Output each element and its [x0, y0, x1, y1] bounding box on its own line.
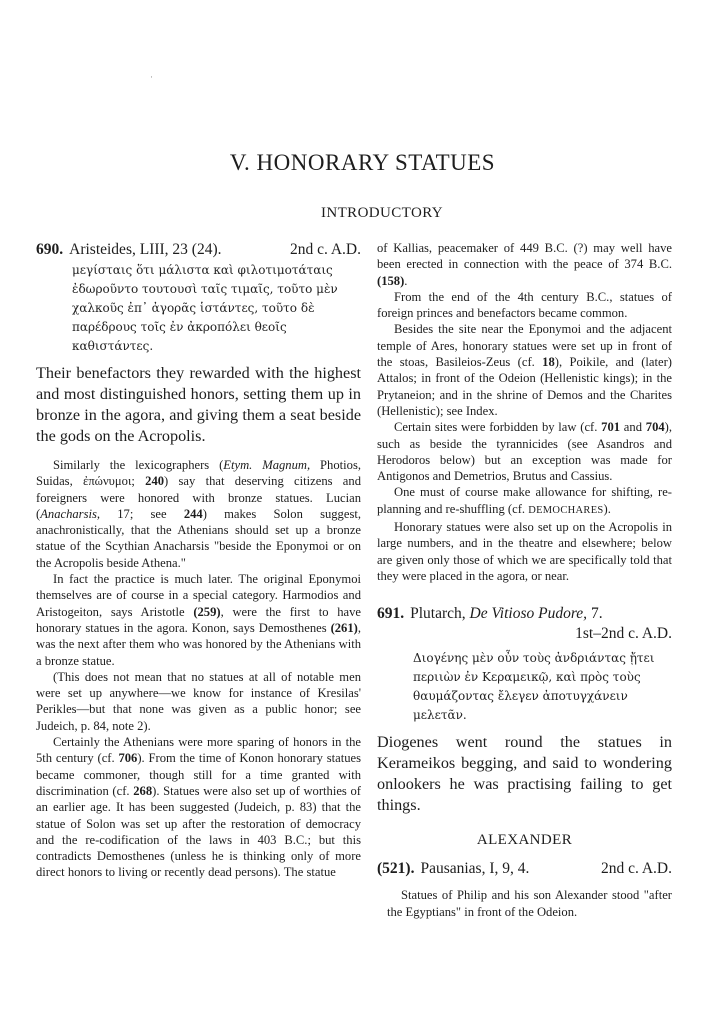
entry-source: Aristeides, LIII, 23 (24). [69, 241, 222, 258]
entry-date: 1st–2nd c. A.D. [575, 625, 672, 643]
commentary-paragraph: Certain sites were forbidden by law (cf. 701 and 704), such as beside the tyrannicides (see Asandros and Herodoros below) but an exception was made for Antigonos and Demetrios, Brutus and Cassius. [377, 420, 672, 484]
commentary-paragraph: In fact the practice is much later. The original Eponymoi themselves are of course in a special category. Harmodios and Aristogeiton, says Aristotle (259), were the first to have honorary statues in the agora. Konon, says Demosthenes (261), was the next after them who was honored by the Athenians with a bronze statue. [36, 572, 361, 668]
entry-number: 690. [36, 241, 64, 258]
commentary-paragraph: of Kallias, peacemaker of 449 B.C. (?) may well have been erected in connection with the peace of 374 B.C. (158). [377, 241, 672, 288]
chapter-title: V. HONORARY STATUES [229, 150, 496, 175]
entry-source: Pausanias, I, 9, 4. [420, 860, 530, 878]
commentary-paragraph: Similarly the lexicographers (Etym. Magnum, Photios, Suidas, ἐπώνυμοι; 240) say that deserving citizens and foreigners were honored with bronze statues. Lucian (Anacharsis, 17; see 244) makes Solon suggest, anachronistically, that the Athenians should set up a bronze statue of the Scythian Anacharsis "beside the Eponymoi or on the Acropolis beside Athena." [36, 458, 361, 570]
entry-number: (521). [377, 860, 415, 878]
entry-date: 2nd c. A.D. [289, 241, 361, 258]
commentary-paragraph: From the end of the 4th century B.C., statues of foreign princes and benefactors became common. [377, 289, 672, 321]
commentary-paragraph: Besides the site near the Eponymoi and the adjacent temple of Ares, honorary statues were set up in front of the stoas, Basileios-Zeus (cf. 18), Poikile, and (later) Attalos; in front of the Odeion (Hellenistic kings); in the Prytaneion; and in the shrine of Demos and the Charites (Hellenistic); see Index. [377, 322, 672, 418]
entry-691-heading: 691. Plutarch, De Vitioso Pudore, 7. [377, 605, 603, 623]
entry-690-heading [36, 240, 361, 260]
entry-691-translation: Diogenes went round the statues in Kerameikos begging, and said to wondering onlookers he was practising failing to get things. [377, 733, 672, 815]
left-column [36, 240, 361, 881]
entry-date: 2nd c. A.D. [600, 860, 672, 878]
entry-690-translation: Their benefactors they rewarded with the highest and most distinguished honors, setting them up in bronze in the agora, and giving them a seat beside the gods on the Acropolis. [36, 364, 361, 445]
commentary-paragraph: Certainly the Athenians were more sparing of honors in the 5th century (cf. 706). From the time of Konon honorary statues became commoner, though still for a time granted with discrimination (cf. 268). Statues were also set up of worthies of an earlier age. It has been suggested (Judeich, p. 83) that the statue of Solon was set up after the restoration of democracy and the re-codification of the laws in 403 B.C.; but this contradicts Demosthenes (unless he is thinking only of more direct honors to living or recently dead persons). The statue [36, 735, 361, 880]
subsection-heading: ALEXANDER [476, 832, 573, 849]
entry-number: 691. [377, 605, 405, 623]
entry-521-heading [377, 859, 672, 879]
commentary-paragraph: One must of course make allowance for shifting, re-planning and re-shuffling (cf. DEMOCHARES). [377, 485, 672, 516]
entry-691-greek: Διογένης μὲν οὖν τοὺς ἀνδριάντας ᾔτει περιιὼν ἐν Κεραμεικῷ, καὶ πρὸς τοὺς θαυμάζοντας ἔλεγεν ἀποτυγχάνειν μελετᾶν. [413, 651, 655, 723]
entry-521-text: Statues of Philip and his son Alexander stood "after the Egyptians" in front of the Odeion. [387, 888, 672, 919]
section-title: INTRODUCTORY [320, 205, 444, 221]
right-column [377, 240, 672, 920]
commentary-paragraph: (This does not mean that no statues at all of notable men were set up anywhere—we know for instance of Kresilas' Perikles—but that none was given as a public honor; see Judeich, p. 84, note 2). [36, 669, 361, 733]
entry-690-greek: μεγίσταις ὅτι μάλιστα καὶ φιλοτιμοτάταις ἐδωροῦντο τουτουσὶ ταῖς τιμαῖς, τοῦτο μὲν χαλκοῦς ἐπ᾽ ἀγορᾶς ἱστάντες, τοῦτο δὲ παρέδρους τοῖς ἐν ἀκροπόλει θεοῖς καθιστάντες. [72, 263, 338, 353]
commentary-paragraph: Honorary statues were also set up on the Acropolis in large numbers, and in the theatre and elsewhere; below are given only those of which we are specifically told that they were placed in the agora, or near. [377, 520, 672, 583]
scan-mark: · [150, 72, 153, 82]
